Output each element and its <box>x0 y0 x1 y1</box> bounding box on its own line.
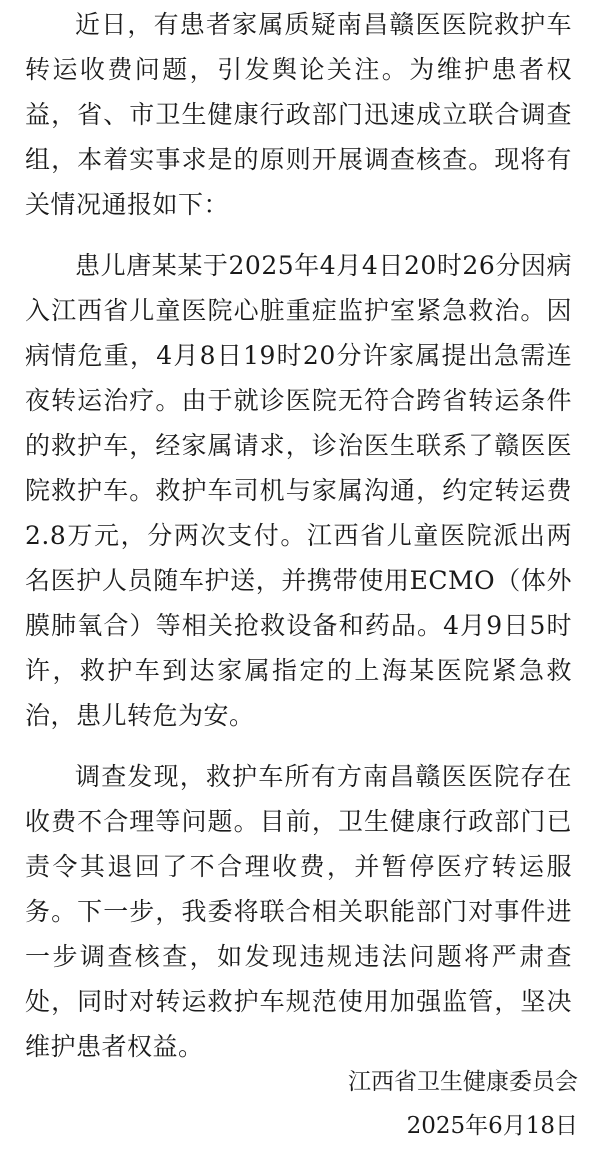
issue-date: 2025年6月18日 <box>406 1113 578 1139</box>
paragraph-findings: 调查发现，救护车所有方南昌赣医医院存在收费不合理等问题。目前，卫生健康行政部门已责令其退回了不合理收费，并暂停医疗转运服务。下一步，我委将联合相关职能部门对事件进一步调查核查，如发现违规违法问题将严肃查处，同时对转运救护车规范使用加强监管，坚决维护患者权益。 <box>25 762 572 1061</box>
paragraph-case-details: 患儿唐某某于2025年4月4日20时26分因病入江西省儿童医院心脏重症监护室紧急救治。因病情危重，4月8日19时20分许家属提出急需连夜转运治疗。由于就诊医院无符合跨省转运条件的救护车，经家属请求，诊治医生联系了赣医医院救护车。救护车司机与家属沟通，约定转运费2.8万元，分两次支付。江西省儿童医院派出两名医护人员随车护送，并携带使用ECMO（体外膜肺氧合）等相关抢救设备和药品。4月9日5时许，救护车到达家属指定的上海某医院紧急救治，患儿转危为安。 <box>25 251 572 730</box>
notice-body <box>25 2 572 1069</box>
paragraph-intro: 近日，有患者家属质疑南昌赣医医院救护车转运收费问题，引发舆论关注。为维护患者权益，省、市卫生健康行政部门迅速成立联合调查组，本着实事求是的原则开展调查核查。现将有关情况通报如下： <box>25 10 572 219</box>
signature-block <box>348 1060 578 1148</box>
issuer-name: 江西省卫生健康委员会 <box>348 1069 578 1095</box>
